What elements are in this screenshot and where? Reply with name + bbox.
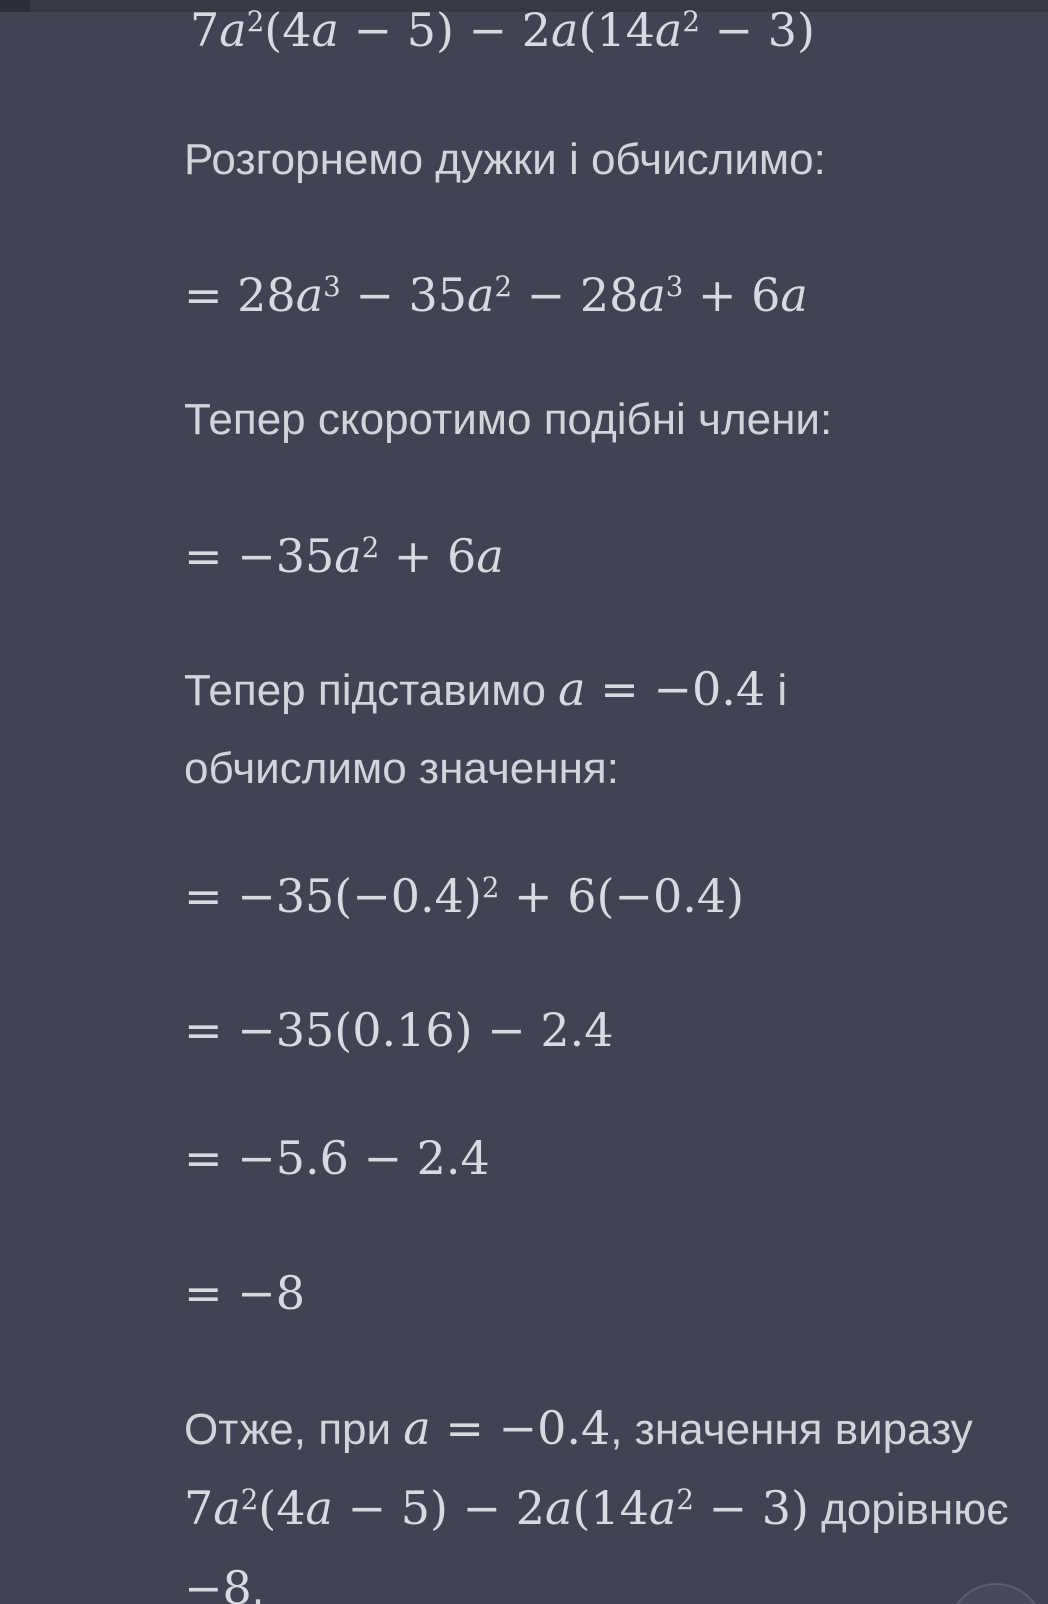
final-result: = −8: [184, 1266, 305, 1320]
text-segment: Отже, при: [184, 1405, 404, 1454]
original-expression: $7a^2(4a - 5) - 2a(14a^2 - 3)$: [190, 3, 815, 57]
top-left-corner-block: [0, 0, 30, 12]
conclusion-line-1: [184, 1389, 1009, 1469]
text-segment: , значення виразу: [610, 1405, 973, 1454]
substitute-step-label: [184, 650, 787, 808]
combine-step-label: Тепер скоротимо подібні члени:: [184, 395, 833, 444]
inline-math-segment: $7a^2(4a - 5) - 2a(14a^2 - 3)$: [184, 1481, 809, 1535]
text-segment: Тепер підставимо: [184, 666, 559, 715]
substituted-expression: = $-35(-0.4)^2 + 6(-0.4)$: [184, 869, 745, 923]
inline-math-segment: a = −0.4: [558, 662, 766, 716]
inline-math-segment: −8: [184, 1561, 252, 1604]
simplified-expression: = $-35a^2 + 6a$: [184, 529, 504, 583]
conclusion-line-2: [184, 1469, 1009, 1549]
text-segment: дорівнює: [808, 1485, 1009, 1534]
conclusion-line-3: [184, 1549, 1009, 1604]
substitute-line-2: [184, 730, 787, 808]
conclusion-paragraph: [184, 1389, 1009, 1604]
text-segment: і: [765, 666, 788, 715]
expand-step-label: Розгорнемо дужки і обчислимо:: [184, 135, 826, 184]
substitute-line-1: [184, 650, 787, 730]
text-segment: .: [251, 1565, 265, 1604]
evaluation-step-2: = −5.6 − 2.4: [184, 1131, 490, 1185]
expanded-expression: = $28a^3 - 35a^2 - 28a^3 + 6a$: [184, 268, 808, 322]
inline-math-segment: a = −0.4: [403, 1401, 611, 1455]
text-segment: обчислимо значення:: [184, 744, 619, 793]
evaluation-step-1: = −35(0.16) − 2.4: [184, 1003, 614, 1057]
